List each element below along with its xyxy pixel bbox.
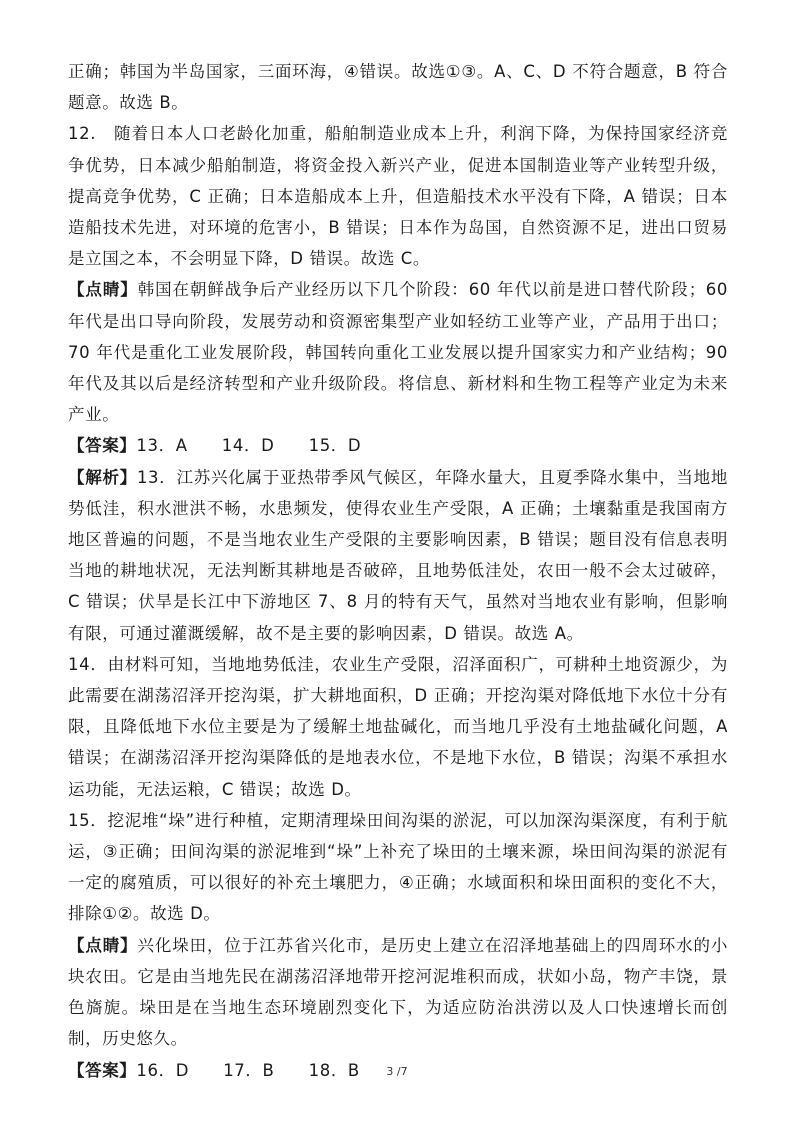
tip-text: 兴化垛田，位于江苏省兴化市，是历史上建立在沼泽地基础上的四周环水的小块农田。它是由当地先民在湖荡沼泽地带开挖河泥堆积而成，状如小岛，物产丰饶，景色旖旎。垛田是在当地生态环境剧烈变化下，为适应防治洪涝以及人口快速增长而创制，历史悠久。 xyxy=(68,935,729,1049)
page-number: 3 /7 xyxy=(386,1065,408,1078)
paragraph-tip-korea xyxy=(68,274,728,430)
document-body xyxy=(68,56,728,1086)
analysis-label: 【解析】 xyxy=(68,467,137,487)
paragraph-q14: 14．由材料可知，当地地势低洼，农业生产受限，沼泽面积广，可耕种土地资源少，为此需要在湖荡沼泽开挖沟渠，扩大耕地面积，D 正确；开挖沟渠对降低地下水位十分有限，且降低地下水位主要是为了缓解土地盐碱化，而当地几乎没有土地盐碱化问题，A 错误；在湖荡沼泽开挖沟渠降低的是地表水位，不是地下水位，B 错误；沟渠不承担水运功能，无法运粮，C 错误；故选 D。 xyxy=(68,654,728,799)
paragraph-q12: 12. 随着日本人口老龄化加重，船舶制造业成本上升，利润下降，为保持国家经济竞争优势，日本减少船舶制造，将资金投入新兴产业，促进本国制造业等产业转型升级，提高竞争优势，C 正确；日本造船成本上升，但造船技术水平没有下降，A 错误；日本造船技术先进，对环境的危害小，B 错误；日本作为岛国，自然资源不足，进出口贸易是立国之本，不会明显下降，D 错误。故选 C。 xyxy=(68,124,728,269)
paragraph-tip-duotian xyxy=(68,930,728,1055)
analysis-text: 13．江苏兴化属于亚热带季风气候区，年降水量大，且夏季降水集中，当地地势低洼，积水泄洪不畅，水患频发，使得农业生产受限，A 正确；土壤黏重是我国南方地区普遍的问题，不是当地农业生产受限的主要影响因素，B 错误；题目没有信息表明当地的耕地状况，无法判断其耕地是否破碎，且地势低洼处，农田一般不会太过破碎，C 错误；伏旱是长江中下游地区 7、8 月的特有天气，虽然对当地农业有影响，但影响有限，可通过灌溉缓解，故不是主要的影响因素，D 错误。故选 A。 xyxy=(68,467,728,643)
paragraph-1: 正确；韩国为半岛国家，三面环海，④错误。故选①③。A、C、D 不符合题意，B 符合题意。故选 B。 xyxy=(68,62,728,113)
tip-label: 【点睛】 xyxy=(68,935,138,955)
paragraph-q15: 15．挖泥堆“垛”进行种植，定期清理垛田间沟渠的淤泥，可以加深沟渠深度，有利于航运，③正确；田间沟渠的淤泥堆到“垛”上补充了垛田的土壤来源，垛田间沟渠的淤泥有一定的腐殖质，可以很好的补充土壤肥力，④正确；水域面积和垛田面积的变化不大，排除①②。故选 D。 xyxy=(68,810,728,924)
tip-label: 【点睛】 xyxy=(68,280,138,300)
paragraph-answer-13-15 xyxy=(68,430,728,461)
answer-text: 16．D 17．B 18．B xyxy=(136,1060,360,1080)
tip-text: 韩国在朝鲜战争后产业经历以下几个阶段：60 年代以前是进口替代阶段；60 年代是出口导向阶段，发展劳动和资源密集型产业如轻纺工业等产业，产品用于出口；70 年代是重化工业发展阶段，韩国转向重化工业发展以提升国家实力和产业结构；90 年代及其以后是经济转型和产业升级阶段。将信息、新材料和生物工程等产业定为未来产业。 xyxy=(68,280,728,425)
answer-label: 【答案】 xyxy=(68,436,137,456)
paragraph-analysis-13 xyxy=(68,462,728,649)
answer-text: 13．A 14．D 15．D xyxy=(136,436,362,456)
answer-label: 【答案】 xyxy=(68,1060,137,1080)
